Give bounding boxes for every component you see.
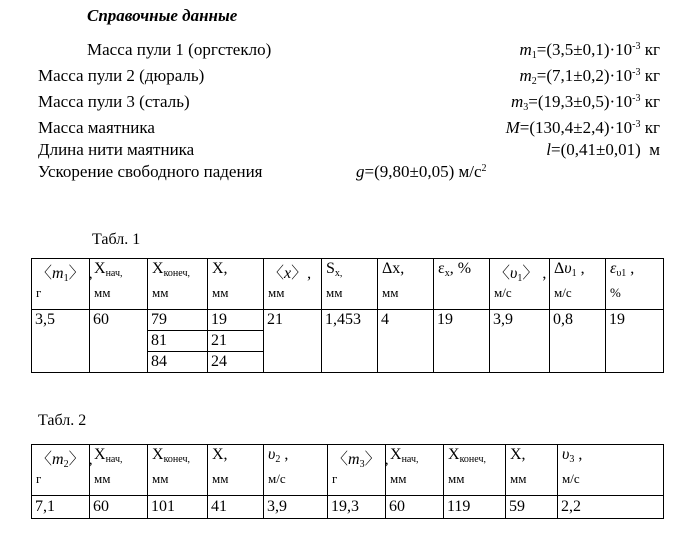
column-header: X, мм — [208, 259, 264, 310]
reference-value: $M=(130,4\pm 2,4)\cdot 10^{-3}$ кг — [505, 118, 660, 137]
cell-x-end: 84 — [148, 352, 208, 373]
table-row — [32, 310, 664, 331]
cell-eps-v1: 19 — [606, 310, 664, 373]
cell-x-start: 60 — [90, 310, 148, 373]
table1-header-row — [32, 259, 664, 310]
reference-value: $m_3=(19,3\pm 0,5)\cdot 10^{-3}$ кг — [510, 92, 660, 113]
reference-label: Масса пули 2 (дюраль) — [38, 66, 205, 85]
cell-x-mean: 21 — [264, 310, 322, 373]
column-header: $X_{нач,}$ мм — [90, 445, 148, 496]
table2-caption: Табл. 2 — [38, 412, 87, 429]
column-header: $\varepsilon_{\upsilon 1}$ , % — [606, 259, 664, 310]
cell-x-end: 81 — [148, 331, 208, 352]
table-cell: 2,2 — [558, 496, 664, 519]
table-cell: 41 — [208, 496, 264, 519]
column-header: 〈$m_2$〉 , г — [32, 445, 90, 496]
reference-value: g=(9,80±0,05) $м/с^2$ — [356, 162, 487, 181]
table-cell: 3,9 — [264, 496, 328, 519]
column-header: X, мм — [208, 445, 264, 496]
table-cell: 119 — [444, 496, 506, 519]
cell-dx: 4 — [378, 310, 434, 373]
reference-label: Масса пули 1 (оргстекло) — [87, 40, 272, 59]
cell-x-end: 79 — [148, 310, 208, 331]
column-header: $X_{нач,}$ мм — [90, 259, 148, 310]
reference-label: Длина нити маятника — [38, 140, 195, 159]
column-header: 〈$\upsilon_1$〉 , м/с — [490, 259, 550, 310]
table-cell: 7,1 — [32, 496, 90, 519]
table2-header-row — [32, 445, 664, 496]
column-header: 〈x〉, мм — [264, 259, 322, 310]
cell-eps-x: 19 — [434, 310, 490, 373]
reference-label: Ускорение свободного падения — [38, 162, 263, 181]
page-heading: Справочные данные — [87, 6, 238, 25]
column-header: $\upsilon_3$ , м/с — [558, 445, 664, 496]
table-2 — [31, 444, 664, 519]
table-cell: 19,3 — [328, 496, 386, 519]
cell-x: 19 — [208, 310, 264, 331]
column-header: $X_{конеч,}$ мм — [148, 445, 208, 496]
reference-value: $m_2=(7,1\pm 0,2)\cdot 10^{-3}$ кг — [519, 66, 660, 87]
cell-x: 21 — [208, 331, 264, 352]
column-header: $X_{конеч,}$ мм — [148, 259, 208, 310]
table-cell: 60 — [90, 496, 148, 519]
column-header: 〈$m_3$〉 , г — [328, 445, 386, 496]
reference-value: l=(0,41±0,01) м — [546, 140, 660, 159]
column-header: $X_{конеч,}$ мм — [444, 445, 506, 496]
table-cell: 60 — [386, 496, 444, 519]
reference-value: $m_1=(3,5\pm 0,1)\cdot 10^{-3}$ кг — [519, 40, 660, 61]
column-header: Δx, мм — [378, 259, 434, 310]
cell-s-x: 1,453 — [322, 310, 378, 373]
column-header: $S_{x,}$ мм — [322, 259, 378, 310]
table-1 — [31, 258, 664, 373]
cell-x: 24 — [208, 352, 264, 373]
reference-label: Масса пули 3 (сталь) — [38, 92, 190, 111]
reference-label: Масса маятника — [38, 118, 155, 137]
cell-dv1: 0,8 — [550, 310, 606, 373]
column-header: $X_{нач,}$ мм — [386, 445, 444, 496]
column-header: X, мм — [506, 445, 558, 496]
table-cell: 59 — [506, 496, 558, 519]
column-header: $\Delta\upsilon_1$ , м/с — [550, 259, 606, 310]
cell-m1: 3,5 — [32, 310, 90, 373]
column-header: $\varepsilon_x$, % — [434, 259, 490, 310]
table-row — [32, 496, 664, 519]
column-header: $\upsilon_2$ , м/с — [264, 445, 328, 496]
cell-v1: 3,9 — [490, 310, 550, 373]
table1-caption: Табл. 1 — [92, 231, 141, 248]
column-header: 〈$m_1$〉 , г — [32, 259, 90, 310]
table-cell: 101 — [148, 496, 208, 519]
